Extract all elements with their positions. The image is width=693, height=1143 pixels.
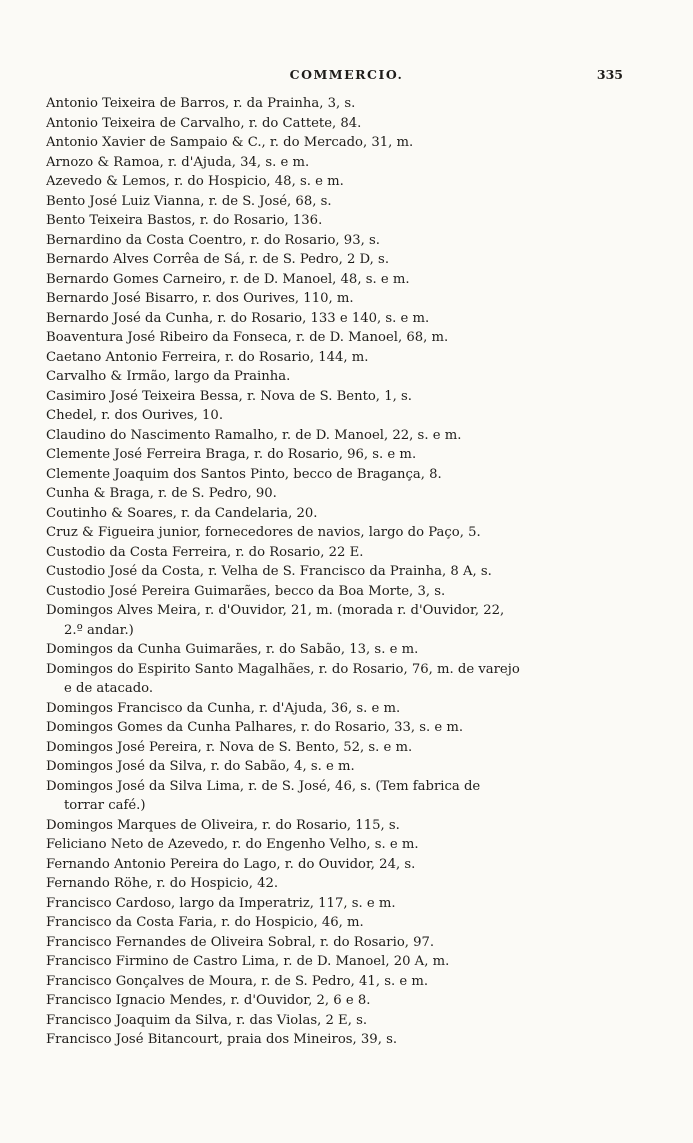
entry-text: Domingos José Pereira, r. Nova de S. Bento, 52, s. e m. (46, 739, 413, 755)
directory-entry (46, 153, 632, 173)
entry-text: Custodio José Pereira Guimarães, becco da Boa Morte, 3, s. (46, 583, 446, 599)
page-number: 335 (596, 67, 623, 82)
entry-continuation: e de atacado. (64, 681, 154, 696)
entry-text: Custodio da Costa Ferreira, r. do Rosario, 22 E. (46, 544, 364, 560)
entry-text: Francisco da Costa Faria, r. do Hospicio, 46, m. (46, 915, 364, 930)
directory-entry (46, 952, 632, 972)
directory-entry (46, 367, 632, 387)
entry-text: Bernardo José da Cunha, r. do Rosario, 133 e 140, s. e m. (46, 310, 430, 326)
directory-entry (46, 94, 632, 114)
directory-entry (46, 816, 632, 836)
directory-entry (46, 894, 632, 914)
entry-text: Carvalho & Irmão, largo da Prainha. (46, 369, 291, 384)
directory-entry (46, 250, 632, 270)
entry-text: Cruz & Figueira junior, fornecedores de navios, largo do Paço, 5. (46, 525, 481, 540)
directory-entry (46, 777, 632, 816)
entry-text: Fernando Antonio Pereira do Lago, r. do Ouvidor, 24, s. (46, 856, 416, 872)
directory-entry (46, 835, 632, 855)
entry-text: Domingos da Cunha Guimarães, r. do Sabão, 13, s. e m. (46, 642, 419, 657)
directory-entry (46, 289, 632, 309)
directory-entry (46, 172, 632, 192)
directory-entry (46, 114, 632, 134)
directory-entry (46, 660, 632, 699)
entry-text: Antonio Teixeira de Carvalho, r. do Cattete, 84. (46, 115, 362, 131)
entry-text: Bernardo José Bisarro, r. dos Ourives, 110, m. (46, 291, 354, 306)
directory-entry (46, 718, 632, 738)
entry-text: Francisco Gonçalves de Moura, r. de S. Pedro, 41, s. e m. (46, 973, 429, 989)
entry-text: Domingos Alves Meira, r. d'Ouvidor, 21, m. (morada r. d'Ouvidor, 22, (46, 603, 505, 618)
entry-text: Arnozo & Ramoa, r. d'Ajuda, 34, s. e m. (46, 154, 310, 170)
directory-entry (46, 309, 632, 329)
directory-entry (46, 913, 632, 933)
directory-entry (46, 348, 632, 368)
directory-entry (46, 933, 632, 953)
entry-text: Francisco Cardoso, largo da Imperatriz, 117, s. e m. (46, 895, 396, 911)
directory-entry (46, 1030, 632, 1050)
entry-text: Claudino do Nascimento Ramalho, r. de D. Manoel, 22, s. e m. (46, 427, 462, 443)
entry-text: Domingos Francisco da Cunha, r. d'Ajuda, 36, s. e m. (46, 700, 401, 716)
directory-entry (46, 523, 632, 543)
directory-entry (46, 231, 632, 251)
directory-entry (46, 192, 632, 212)
directory-entry (46, 270, 632, 290)
directory-entry (46, 504, 632, 524)
entry-continuation: torrar café.) (64, 798, 146, 813)
directory-entry (46, 699, 632, 719)
entry-text: Bernardo Gomes Carneiro, r. de D. Manoel, 48, s. e m. (46, 271, 410, 287)
directory-entry (46, 426, 632, 446)
directory-entry (46, 972, 632, 992)
entry-text: Bento Teixeira Bastos, r. do Rosario, 136. (46, 213, 323, 228)
entry-text: Antonio Teixeira de Barros, r. da Prainha, 3, s. (46, 96, 356, 111)
directory-entry (46, 328, 632, 348)
entry-text: Coutinho & Soares, r. da Candelaria, 20. (46, 505, 318, 521)
directory-entry (46, 211, 632, 231)
directory-entry (46, 543, 632, 563)
entry-text: Clemente José Ferreira Braga, r. do Rosario, 96, s. e m. (46, 447, 417, 462)
directory-entry (46, 484, 632, 504)
entry-text: Domingos Marques de Oliveira, r. do Rosario, 115, s. (46, 817, 400, 833)
entry-text: Francisco José Bitancourt, praia dos Mineiros, 39, s. (46, 1032, 398, 1047)
entry-text: Francisco Fernandes de Oliveira Sobral, r. do Rosario, 97. (46, 934, 435, 950)
directory-entry (46, 601, 632, 640)
entry-text: Francisco Firmino de Castro Lima, r. de D. Manoel, 20 A, m. (46, 954, 450, 969)
entry-text: Caetano Antonio Ferreira, r. do Rosario, 144, m. (46, 349, 369, 365)
directory-entry (46, 991, 632, 1011)
entry-text: Francisco Ignacio Mendes, r. d'Ouvidor, 2, 6 e 8. (46, 993, 371, 1008)
entry-text: Azevedo & Lemos, r. do Hospicio, 48, s. e m. (46, 174, 344, 189)
directory-entry (46, 406, 632, 426)
directory-entry (46, 1011, 632, 1031)
directory-entry (46, 387, 632, 407)
directory-entry (46, 562, 632, 582)
entry-text: Domingos Gomes da Cunha Palhares, r. do Rosario, 33, s. e m. (46, 720, 464, 735)
section-title: COMMERCIO. (289, 67, 404, 82)
entry-text: Casimiro José Teixeira Bessa, r. Nova de S. Bento, 1, s. (46, 388, 412, 404)
directory-entry (46, 582, 632, 602)
directory-entry (46, 445, 632, 465)
directory-entry (46, 738, 632, 758)
directory-entry (46, 133, 632, 153)
directory-entry (46, 855, 632, 875)
entry-text: Domingos José da Silva Lima, r. de S. José, 46, s. (Tem fabrica de (46, 778, 481, 794)
entry-continuation: 2.º andar.) (64, 622, 134, 638)
entry-text: Boaventura José Ribeiro da Fonseca, r. de D. Manoel, 68, m. (46, 330, 449, 345)
entry-text: Domingos José da Silva, r. do Sabão, 4, s. e m. (46, 759, 355, 774)
directory-entry (46, 874, 632, 894)
directory-entry (46, 465, 632, 485)
entry-text: Bento José Luiz Vianna, r. de S. José, 68, s. (46, 193, 332, 209)
entry-text: Bernardino da Costa Coentro, r. do Rosario, 93, s. (46, 232, 380, 248)
directory-entry (46, 757, 632, 777)
entry-text: Bernardo Alves Corrêa de Sá, r. de S. Pedro, 2 D, s. (46, 252, 390, 267)
entry-text: Antonio Xavier de Sampaio & C., r. do Mercado, 31, m. (46, 135, 414, 150)
entry-text: Feliciano Neto de Azevedo, r. do Engenho Velho, s. e m. (46, 837, 419, 852)
entry-text: Francisco Joaquim da Silva, r. das Violas, 2 E, s. (46, 1012, 368, 1028)
entry-text: Clemente Joaquim dos Santos Pinto, becco de Bragança, 8. (46, 466, 442, 482)
directory-list (46, 94, 632, 1050)
entry-text: Custodio José da Costa, r. Velha de S. Francisco da Prainha, 8 A, s. (46, 564, 492, 579)
entry-text: Cunha & Braga, r. de S. Pedro, 90. (46, 486, 277, 501)
entry-text: Chedel, r. dos Ourives, 10. (46, 408, 224, 423)
entry-text: Domingos do Espirito Santo Magalhães, r. do Rosario, 76, m. de varejo (46, 661, 520, 677)
entry-text: Fernando Röhe, r. do Hospicio, 42. (46, 876, 279, 891)
page-header (0, 67, 693, 89)
directory-entry (46, 640, 632, 660)
